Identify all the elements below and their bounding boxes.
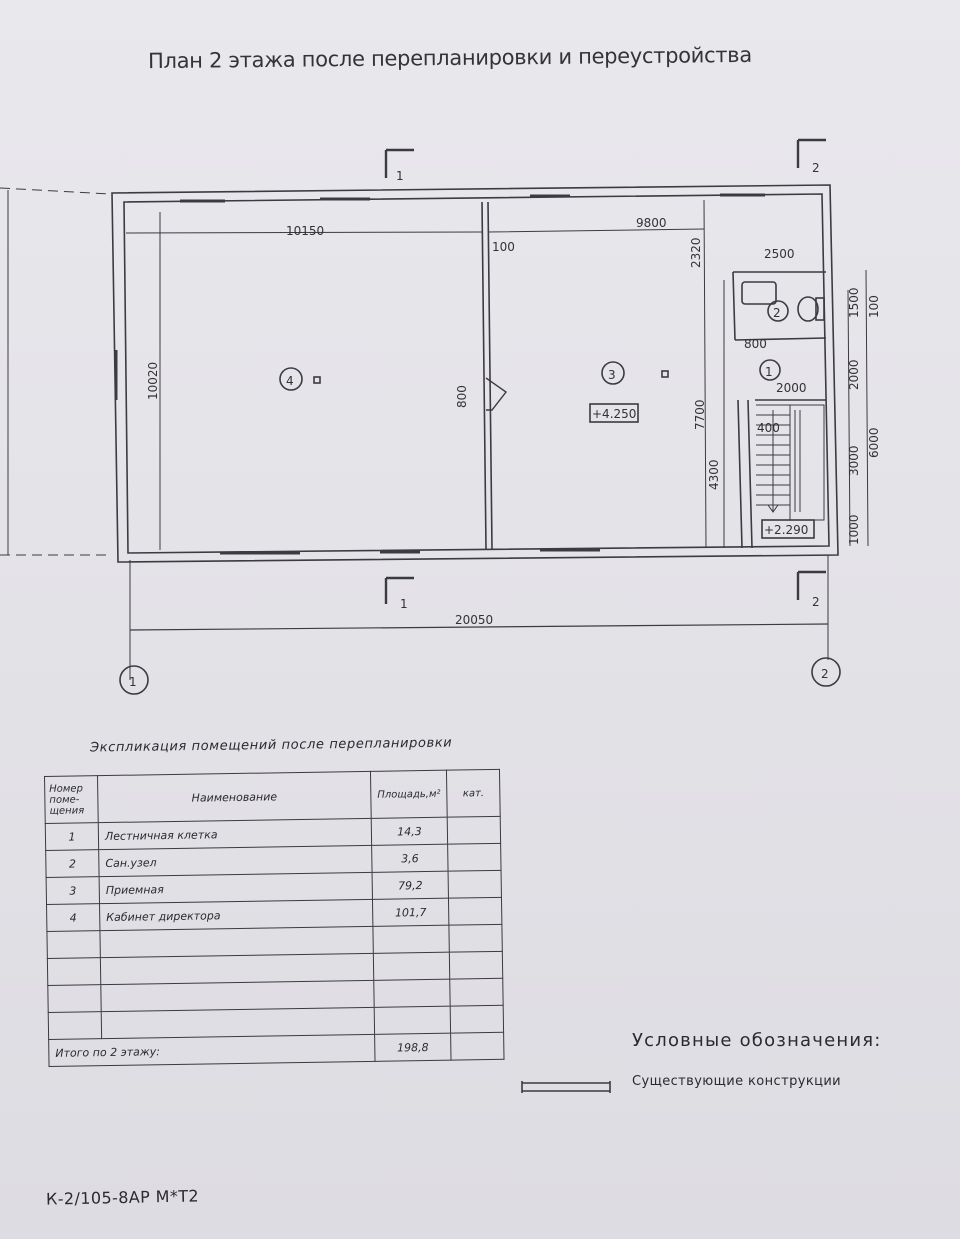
header-area: Площадь,м² xyxy=(370,770,447,818)
dim-right-width: 9800 xyxy=(636,216,667,230)
section-label: 1 xyxy=(400,597,408,611)
row-area: 79,2 xyxy=(372,871,449,899)
row-name: Сан.узел xyxy=(99,845,372,876)
room-number: 3 xyxy=(608,368,616,382)
dim-stair-6000: 6000 xyxy=(867,427,881,458)
dim-left-width: 10150 xyxy=(286,224,325,238)
partition-wall xyxy=(482,202,492,549)
dim-wc-door: 800 xyxy=(744,337,767,351)
legend-existing-label: Существующие конструкции xyxy=(632,1074,842,1089)
row-number: 2 xyxy=(46,850,99,878)
dim-wc-wall: 100 xyxy=(867,295,881,318)
row-name: Приемная xyxy=(99,872,372,903)
sink-fixture xyxy=(742,282,776,304)
dim-7700: 7700 xyxy=(693,399,707,430)
row-category xyxy=(447,816,500,844)
plan-title: План 2 этажа после перепланировки и переустройства xyxy=(147,42,753,74)
row-number: 4 xyxy=(47,904,100,932)
dim-wall-offset: 100 xyxy=(492,240,515,254)
axis-label: 2 xyxy=(821,667,829,681)
room-number: 2 xyxy=(773,306,781,320)
dim-stair-1000: 1000 xyxy=(847,514,861,545)
row-area: 3,6 xyxy=(372,844,449,872)
toilet-fixture xyxy=(798,297,818,321)
total-area: 198,8 xyxy=(375,1033,452,1061)
legend-title: Условные обозначения: xyxy=(632,1030,882,1051)
axis-label: 1 xyxy=(129,675,137,689)
dim-wc-width: 2500 xyxy=(764,247,795,261)
section-label: 1 xyxy=(396,169,404,183)
row-category xyxy=(448,870,501,898)
section-label: 2 xyxy=(812,595,820,609)
dim-stair-3000: 3000 xyxy=(847,445,861,476)
section-label: 2 xyxy=(812,161,820,175)
row-name: Кабинет директора xyxy=(100,899,373,930)
existing-structure-symbol xyxy=(520,1078,612,1096)
dim-stair-gap: 400 xyxy=(757,421,780,435)
dim-left-depth: 10020 xyxy=(146,361,160,400)
table-header xyxy=(45,769,501,823)
outer-wall xyxy=(112,185,838,562)
explication-title: Экспликация помещений после перепланировки xyxy=(89,735,453,756)
stamp-code: К-2/105-8АР М*Т2 xyxy=(45,1186,200,1209)
dim-2320: 2320 xyxy=(689,237,703,268)
row-number: 3 xyxy=(46,877,99,905)
dim-overall: 20050 xyxy=(455,613,494,627)
room-number: 1 xyxy=(765,365,773,379)
dim-wc-depth: 1500 xyxy=(847,287,861,318)
dim-door: 800 xyxy=(455,385,469,408)
header-name: Наименование xyxy=(98,771,372,822)
level-stair: +2.290 xyxy=(764,523,809,537)
row-name: Лестничная клетка xyxy=(98,818,371,849)
explication-table xyxy=(44,769,505,1067)
header-number: Номер поме- щения xyxy=(45,776,99,824)
dim-corridor: 2000 xyxy=(776,381,807,395)
room-number: 4 xyxy=(286,374,294,388)
dim-4300: 4300 xyxy=(707,459,721,490)
row-category xyxy=(449,897,502,925)
level-main: +4.250 xyxy=(592,407,637,421)
row-category xyxy=(448,843,501,871)
row-area: 101,7 xyxy=(372,898,449,926)
dim-corridor-vertical: 2000 xyxy=(847,359,861,390)
outer-wall-inner xyxy=(124,194,829,553)
partition-door xyxy=(486,378,506,410)
row-area: 14,3 xyxy=(371,817,448,845)
row-number: 1 xyxy=(45,823,98,851)
total-label: Итого по 2 этажу: xyxy=(49,1034,375,1066)
header-category: кат. xyxy=(447,769,501,817)
